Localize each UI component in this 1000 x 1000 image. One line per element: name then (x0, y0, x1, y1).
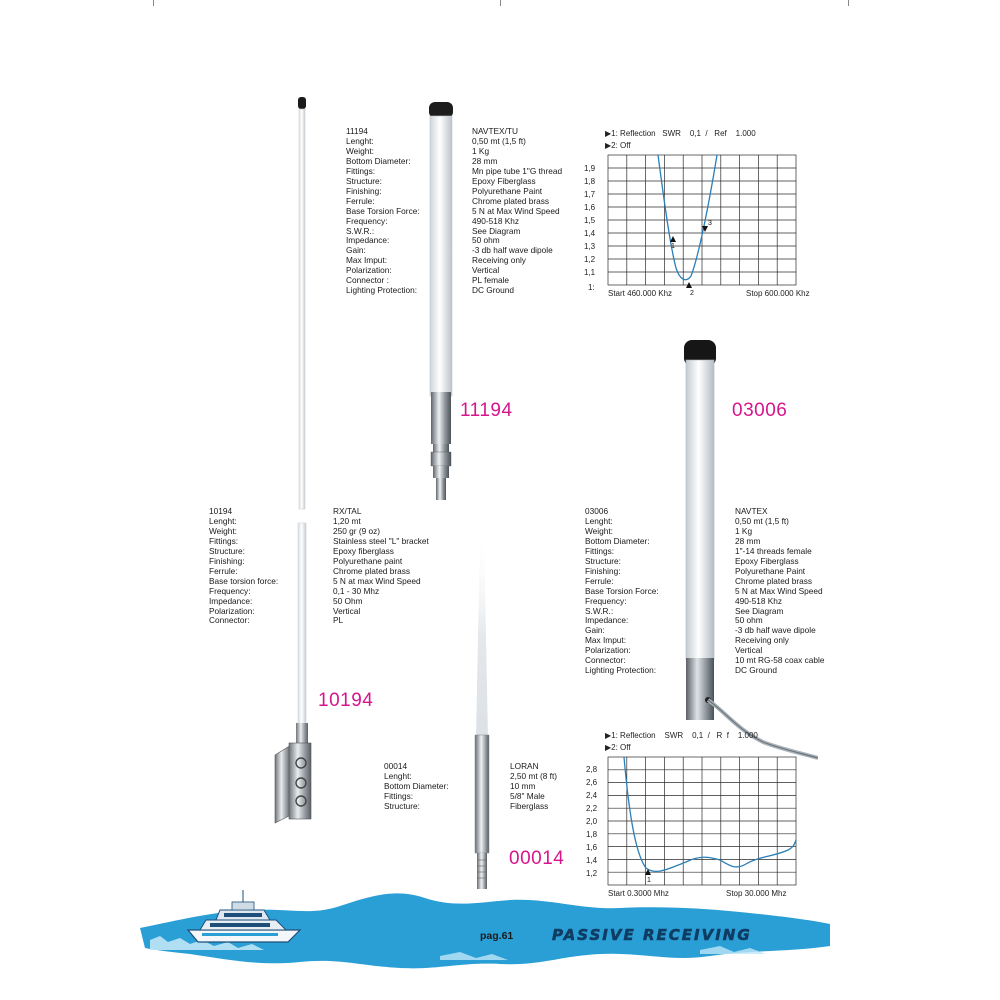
spec-label: Base Torsion Force: (346, 205, 420, 216)
spec-value: Vertical (472, 265, 500, 276)
markers (670, 220, 712, 297)
y-tick: 1,5 (584, 216, 596, 225)
spec-label: Ferrule: (209, 565, 238, 576)
product-code-label: 11194 (346, 126, 368, 136)
spec-label: Polarization: (209, 605, 255, 616)
y-tick: 2,6 (586, 778, 598, 787)
code-10194: 10194 (318, 690, 374, 711)
y-tick: 1,3 (584, 242, 596, 251)
y-tick: 1,7 (584, 190, 596, 199)
stop-label: Stop 600.000 Khz (746, 289, 810, 298)
spec-value: DC Ground (472, 285, 514, 296)
spec-value: Fiberglass (510, 800, 549, 811)
spec-value: See Diagram (472, 225, 521, 236)
spec-label: Polarization: (346, 265, 392, 276)
crop-mark-left (153, 0, 154, 6)
spec-label: Weight: (346, 145, 374, 156)
spec-value: 28 mm (735, 535, 761, 546)
spec-block-00014 (384, 762, 584, 822)
swr-curve (658, 155, 717, 280)
spec-label: Structure: (384, 800, 420, 811)
spec-label: Connector : (346, 275, 389, 286)
stop-label: Stop 30.000 Mhz (726, 889, 787, 898)
start-label: Start 460.000 Khz (608, 289, 673, 298)
y-tick: 1,6 (586, 843, 598, 852)
y-tick: 1,8 (586, 830, 598, 839)
spec-label: Weight: (585, 525, 613, 536)
spec-value: Receiving only (472, 255, 526, 266)
product-code-label: 10194 (209, 506, 233, 516)
product-code-label: 00014 (384, 761, 408, 771)
y-tick: 1,4 (584, 229, 596, 238)
spec-value: PL (333, 615, 344, 626)
spec-value: 5 N at Max Wind Speed (735, 585, 823, 596)
code-11194: 11194 (460, 400, 513, 421)
product-name: RX/TAL (333, 506, 362, 516)
spec-label: Impedance: (585, 615, 629, 626)
antenna-10194-photo (265, 95, 325, 825)
spec-label: Max Imput: (346, 255, 388, 266)
spec-label: Finishing: (346, 185, 382, 196)
spec-label: Lighting Protection: (585, 665, 657, 676)
spec-label: Lenght: (384, 770, 412, 781)
spec-value: Chrome plated brass (735, 575, 813, 586)
swr-chart-1-header1: ▶1: Reflection SWR 0,1 / Ref 1.000 (605, 129, 756, 138)
spec-label: Max Imput: (585, 635, 627, 646)
spec-value: 5/8" Male (510, 790, 545, 801)
spec-value: -3 db half wave dipole (472, 245, 553, 256)
spec-label: Base Torsion Force: (585, 585, 659, 596)
marker-label: 1 (647, 877, 651, 884)
spec-label: Weight: (209, 525, 237, 536)
spec-label: Ferrule: (585, 575, 614, 586)
spec-value: 50 ohm (472, 235, 500, 246)
spec-label: Finishing: (209, 555, 245, 566)
spec-label: Lenght: (585, 515, 613, 526)
spec-label: Impedance: (209, 595, 253, 606)
y-tick: 1,1 (584, 268, 596, 277)
antenna-00014-photo (462, 530, 502, 900)
spec-value: See Diagram (735, 605, 784, 616)
spec-label: Lighting Protection: (346, 285, 418, 296)
spec-value: -3 db half wave dipole (735, 625, 816, 636)
spec-label: Bottom Diameter: (384, 780, 449, 791)
product-name: NAVTEX (735, 506, 768, 516)
spec-label: Lenght: (209, 515, 237, 526)
spec-value: Polyurethane Paint (472, 185, 543, 196)
y-tick: 2,4 (586, 791, 598, 800)
spec-label: Fittings: (346, 165, 376, 176)
spec-label: Fittings: (209, 535, 239, 546)
spec-label: Gain: (346, 245, 366, 256)
spec-block-03006 (585, 507, 845, 687)
spec-value: Epoxy fiberglass (333, 545, 394, 556)
spec-value: Vertical (333, 605, 361, 616)
spec-label: Frequency: (346, 215, 388, 226)
marker-label: 2 (690, 290, 694, 297)
y-tick: 1,2 (586, 869, 598, 878)
swr-chart-1 (580, 150, 830, 302)
spec-value: 28 mm (472, 155, 498, 166)
spec-label: Structure: (585, 555, 621, 566)
swr-chart-2-grid (608, 757, 796, 885)
y-tick: 1,6 (584, 203, 596, 212)
spec-value: 2,50 mt (8 ft) (510, 770, 558, 781)
spec-label: S.W.R.: (585, 605, 614, 616)
spec-value: Epoxy Fiberglass (735, 555, 799, 566)
swr-chart-1-header2: ▶2: Off (605, 141, 631, 150)
spec-label: Polarization: (585, 645, 631, 656)
code-03006: 03006 (732, 400, 788, 421)
spec-value: 50 ohm (735, 615, 763, 626)
product-code-label: 03006 (585, 506, 609, 516)
swr-chart-2-header1: ▶1: Reflection SWR 0,1 / R f 1.000 (605, 731, 758, 740)
spec-label: Connector: (585, 655, 626, 666)
swr-curve (624, 757, 796, 871)
spec-value: 5 N at Max Wind Speed (472, 205, 560, 216)
spec-value: DC Ground (735, 665, 777, 676)
start-label: Start 0.3000 Mhz (608, 889, 669, 898)
spec-value: 250 gr (9 oz) (333, 525, 381, 536)
spec-label: Frequency: (585, 595, 627, 606)
spec-label: Gain: (585, 625, 605, 636)
spec-value: 0,50 mt (1,5 ft) (735, 515, 789, 526)
spec-label: Finishing: (585, 565, 621, 576)
spec-value: Mn pipe tube 1"G thread (472, 165, 563, 176)
spec-label: S.W.R.: (346, 225, 375, 236)
swr-chart-1-grid (608, 155, 796, 285)
spec-value: Receiving only (735, 635, 789, 646)
swr-chart-2-header2: ▶2: Off (605, 743, 631, 752)
spec-value: 1,20 mt (333, 515, 361, 526)
spec-label: Impedance: (346, 235, 390, 246)
spec-value: 490-518 Khz (472, 215, 520, 226)
spec-value: 0,1 - 30 Mhz (333, 585, 380, 596)
spec-block-11194 (346, 127, 586, 307)
spec-value: 5 N at max Wind Speed (333, 575, 421, 586)
crop-mark-right (848, 0, 849, 6)
y-tick: 2,8 (586, 765, 598, 774)
spec-value: 10 mt RG-58 coax cable (735, 655, 825, 666)
spec-block-10194 (209, 507, 449, 627)
spec-value: 1"-14 threads female (735, 545, 812, 556)
spec-value: Polyurethane paint (333, 555, 403, 566)
code-00014: 00014 (509, 848, 565, 869)
y-tick: 1,9 (584, 164, 596, 173)
spec-value: 1 Kg (735, 525, 753, 536)
spec-label: Connector: (209, 615, 250, 626)
y-tick: 2,2 (586, 804, 598, 813)
section-banner: PASSIVE RECEIVING (552, 926, 752, 944)
product-name: LORAN (510, 761, 539, 771)
spec-value: 50 Ohm (333, 595, 363, 606)
y-tick: 2,0 (586, 817, 598, 826)
spec-value: 1 Kg (472, 145, 490, 156)
spec-label: Fittings: (585, 545, 615, 556)
spec-label: Bottom Diameter: (585, 535, 650, 546)
spec-label: Lenght: (346, 135, 374, 146)
spec-value: Stainless steel "L" bracket (333, 535, 429, 546)
spec-value: PL female (472, 275, 510, 286)
y-tick: 1,2 (584, 255, 596, 264)
spec-value: 10 mm (510, 780, 536, 791)
spec-value: Epoxy Fiberglass (472, 175, 536, 186)
y-tick: 1: (588, 283, 595, 292)
spec-label: Fittings: (384, 790, 414, 801)
product-name: NAVTEX/TU (472, 126, 518, 136)
marker-label: 3 (708, 220, 712, 227)
spec-value: Polyurethane Paint (735, 565, 806, 576)
spec-value: Vertical (735, 645, 763, 656)
crop-mark-center (500, 0, 501, 6)
spec-label: Ferrule: (346, 195, 375, 206)
y-tick: 1,8 (584, 177, 596, 186)
spec-value: 0,50 mt (1,5 ft) (472, 135, 526, 146)
marker-label: 1 (671, 243, 675, 250)
spec-value: Chrome plated brass (333, 565, 411, 576)
spec-label: Bottom Diameter: (346, 155, 411, 166)
spec-value: 490-518 Khz (735, 595, 783, 606)
page-number: pag.61 (480, 930, 514, 942)
y-tick: 1,4 (586, 856, 598, 865)
spec-label: Base torsion force: (209, 575, 279, 586)
spec-label: Structure: (346, 175, 382, 186)
spec-value: Chrome plated brass (472, 195, 550, 206)
spec-label: Frequency: (209, 585, 251, 596)
spec-label: Structure: (209, 545, 245, 556)
